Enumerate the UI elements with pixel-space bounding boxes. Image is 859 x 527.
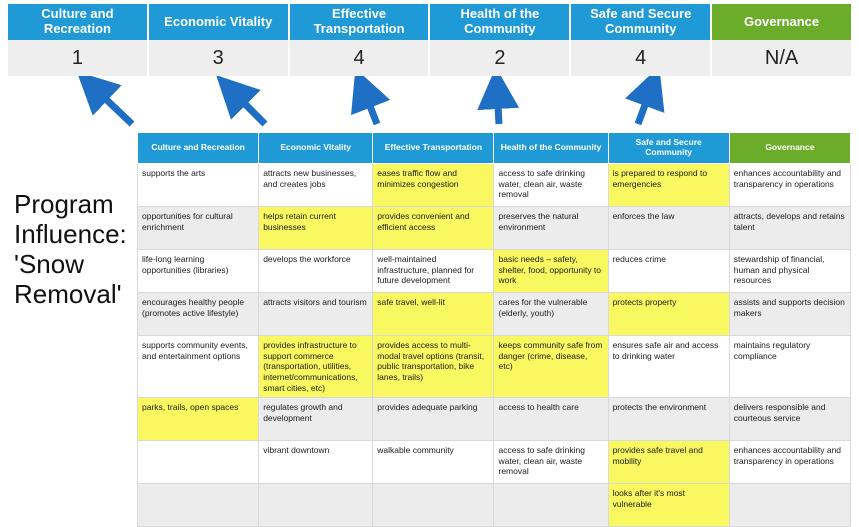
outcome-header-band: [8, 4, 851, 40]
matrix-cell: [259, 484, 373, 527]
score-band: [8, 40, 851, 76]
matrix-cell: protects property: [608, 293, 729, 336]
arrow-group: [0, 76, 859, 134]
matrix-cell: provides safe travel and mobility: [608, 441, 729, 484]
table-row: [138, 484, 851, 527]
matrix-cell: parks, trails, open spaces: [138, 398, 259, 441]
matrix-cell: [494, 484, 608, 527]
matrix-header-health-of-community: Health of the Community: [494, 133, 608, 164]
matrix-cell: walkable community: [373, 441, 494, 484]
matrix-cell: regulates growth and development: [259, 398, 373, 441]
arrow-health-of-community: [497, 88, 499, 124]
matrix-cell: vibrant downtown: [259, 441, 373, 484]
matrix-cell: well-maintained infrastructure, planned for future development: [373, 250, 494, 293]
matrix-cell: access to health care: [494, 398, 608, 441]
matrix-cell: attracts, develops and retains talent: [729, 207, 850, 250]
matrix-cell: helps retain current businesses: [259, 207, 373, 250]
header-effective-transportation: Effective Transportation: [290, 4, 431, 40]
matrix-cell: [138, 484, 259, 527]
matrix-body: [138, 164, 851, 527]
matrix-cell: enhances accountability and transparency in operations: [729, 441, 850, 484]
matrix-cell: basic needs – safety, shelter, food, opportunity to work: [494, 250, 608, 293]
score-economic-vitality: 3: [149, 40, 290, 76]
matrix-cell: [138, 441, 259, 484]
matrix-header-economic-vitality: Economic Vitality: [259, 133, 373, 164]
header-culture-recreation: Culture and Recreation: [8, 4, 149, 40]
matrix-cell: stewardship of financial, human and physical resources: [729, 250, 850, 293]
matrix-cell: provides convenient and efficient access: [373, 207, 494, 250]
matrix-cell: looks after it's most vulnerable: [608, 484, 729, 527]
matrix-cell: opportunities for cultural enrichment: [138, 207, 259, 250]
header-health-of-community: Health of the Community: [430, 4, 571, 40]
matrix-cell: supports the arts: [138, 164, 259, 207]
score-culture-recreation: 1: [8, 40, 149, 76]
matrix-cell: provides adequate parking: [373, 398, 494, 441]
matrix-cell: encourages healthy people (promotes active lifestyle): [138, 293, 259, 336]
arrow-culture-recreation: [92, 86, 132, 124]
matrix-cell: protects the environment: [608, 398, 729, 441]
matrix-cell: [729, 484, 850, 527]
matrix-cell: access to safe drinking water, clean air, waste removal: [494, 441, 608, 484]
table-row: [138, 336, 851, 398]
table-row: [138, 250, 851, 293]
matrix-header-governance: Governance: [729, 133, 850, 164]
matrix-cell: life-long learning opportunities (libraries): [138, 250, 259, 293]
matrix-cell: delivers responsible and courteous service: [729, 398, 850, 441]
table-row: [138, 207, 851, 250]
matrix-cell: preserves the natural environment: [494, 207, 608, 250]
outcome-matrix-table: [137, 132, 851, 527]
matrix-cell: access to safe drinking water, clean air, waste removal: [494, 164, 608, 207]
table-row: [138, 293, 851, 336]
score-effective-transportation: 4: [290, 40, 431, 76]
caption-line-1: Program: [14, 189, 114, 219]
score-health-of-community: 2: [430, 40, 571, 76]
header-safe-secure-community: Safe and Secure Community: [571, 4, 712, 40]
matrix-cell: reduces crime: [608, 250, 729, 293]
matrix-cell: provides infrastructure to support commerce (transportation, utilities, internet/communications, smart cities, etc): [259, 336, 373, 398]
matrix-cell: assists and supports decision makers: [729, 293, 850, 336]
matrix-cell: eases traffic flow and minimizes congestion: [373, 164, 494, 207]
arrow-economic-vitality: [231, 90, 265, 124]
score-governance: N/A: [764, 46, 799, 69]
program-influence-caption: [14, 190, 134, 310]
matrix-header-row: [138, 133, 851, 164]
score-safe-secure-community: 4: [571, 40, 712, 76]
caption-line-3: 'Snow: [14, 248, 85, 279]
arrow-effective-transportation: [363, 88, 377, 124]
matrix-cell: attracts new businesses, and creates jobs: [259, 164, 373, 207]
table-row: [138, 164, 851, 207]
matrix-header-culture-recreation: Culture and Recreation: [138, 133, 259, 164]
matrix-cell: provides access to multi-modal travel options (transit, public transportation, bike lanes, trails): [373, 336, 494, 398]
matrix-cell: enforces the law: [608, 207, 729, 250]
matrix-header-safe-secure-community: Safe and Secure Community: [608, 133, 729, 164]
matrix-cell: ensures safe air and access to drinking water: [608, 336, 729, 398]
matrix-cell: keeps community safe from danger (crime, disease, etc): [494, 336, 608, 398]
arrow-safe-secure-community: [638, 86, 652, 124]
matrix-cell: develops the workforce: [259, 250, 373, 293]
matrix-cell: enhances accountability and transparency in operations: [729, 164, 850, 207]
table-row: [138, 441, 851, 484]
caption-line-2: Influence:: [14, 218, 127, 249]
table-row: [138, 398, 851, 441]
caption-line-4: Removal': [14, 278, 122, 309]
matrix-header-effective-transportation: Effective Transportation: [373, 133, 494, 164]
matrix-cell: maintains regulatory compliance: [729, 336, 850, 398]
matrix-cell: cares for the vulnerable (elderly, youth): [494, 293, 608, 336]
matrix-cell: attracts visitors and tourism: [259, 293, 373, 336]
header-governance: Governance: [712, 4, 851, 40]
header-economic-vitality: Economic Vitality: [149, 4, 290, 40]
matrix-cell: supports community events, and entertainment options: [138, 336, 259, 398]
matrix-cell: is prepared to respond to emergencies: [608, 164, 729, 207]
matrix-cell: [373, 484, 494, 527]
matrix-cell: safe travel, well-lit: [373, 293, 494, 336]
